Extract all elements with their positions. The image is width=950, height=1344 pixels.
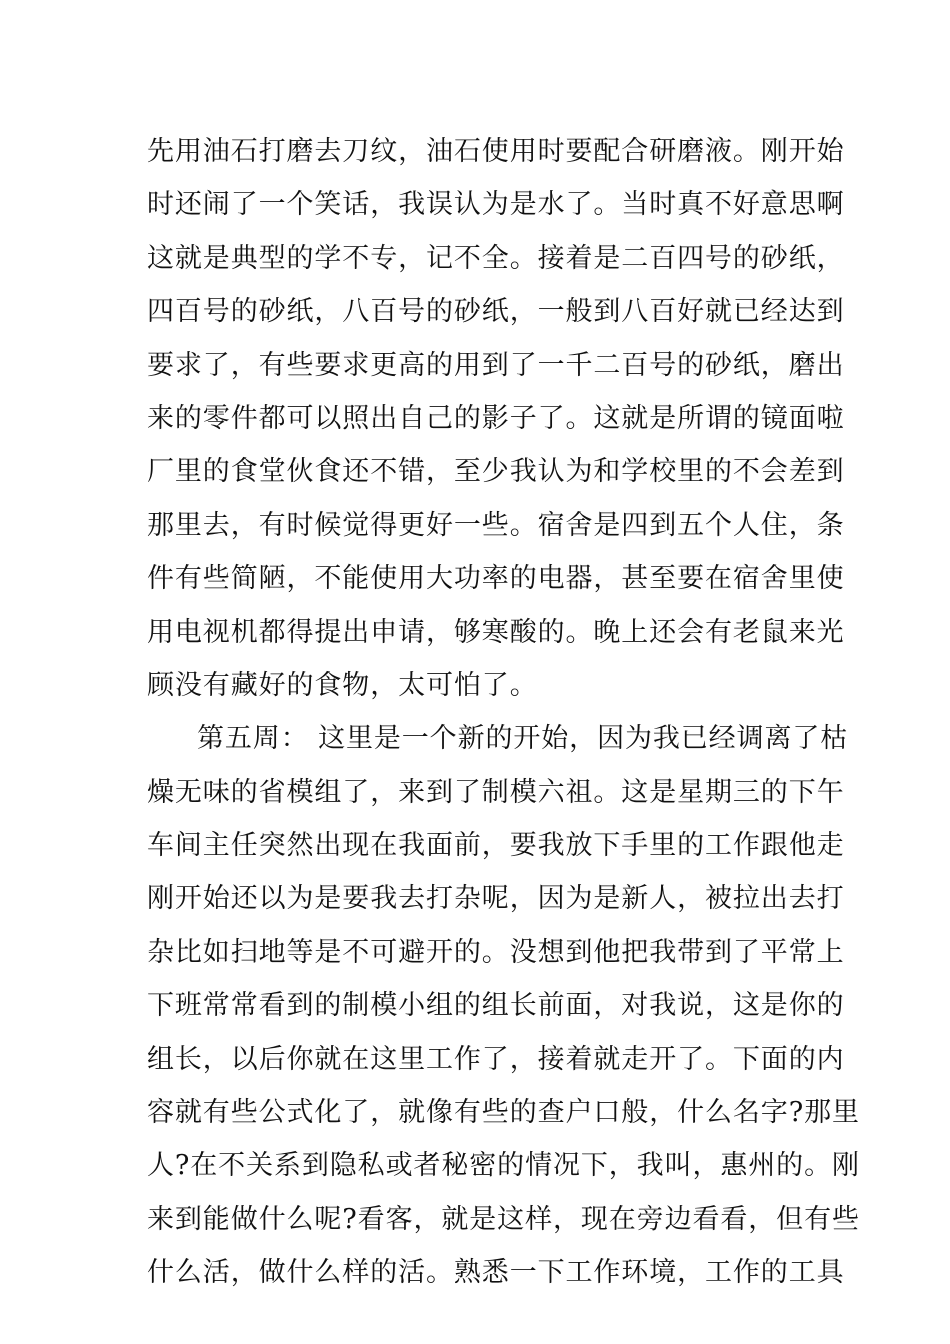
text-line: 时还闹了一个笑话，我误认为是水了。当时真不好意思啊 [147, 189, 845, 221]
text-line: 先用油石打磨去刀纹，油石使用时要配合研磨液。刚开始 [147, 136, 845, 167]
text-line: 来到能做什么呢?看客，就是这样，现在旁边看看，但有些 [147, 1203, 860, 1235]
text-line: 杂比如扫地等是不可避开的。没想到他把我带到了平常上 [147, 936, 845, 968]
text-line: 厂里的食堂伙食还不错，至少我认为和学校里的不会差到 [147, 456, 845, 488]
text-line: 用电视机都得提出申请，够寒酸的。晚上还会有老鼠来光 [147, 616, 845, 648]
text-line: 要求了，有些要求更高的用到了一千二百号的砂纸，磨出 [147, 349, 845, 381]
text-line: 什么活，做什么样的活。熟悉一下工作环境，工作的工具 [147, 1257, 845, 1289]
text-line: 燥无味的省模组了，来到了制模六祖。这是星期三的下午 [147, 776, 845, 808]
text-line: 四百号的砂纸，八百号的砂纸，一般到八百好就已经达到 [147, 296, 845, 328]
text-line: 下班常常看到的制模小组的组长前面，对我说，这是你的 [147, 990, 845, 1022]
text-line: 容就有些公式化了，就像有些的查户口般，什么名字?那里 [147, 1097, 860, 1129]
paragraph-start-line: 第五周： 这里是一个新的开始，因为我已经调离了枯 [197, 723, 849, 755]
text-line: 来的零件都可以照出自己的影子了。这就是所谓的镜面啦 [147, 402, 845, 434]
body-text [147, 125, 860, 1300]
text-line: 顾没有藏好的食物，太可怕了。 [147, 669, 538, 701]
text-line: 组长，以后你就在这里工作了，接着就走开了。下面的内 [147, 1043, 845, 1075]
text-line: 刚开始还以为是要我去打杂呢，因为是新人，被拉出去打 [147, 883, 845, 915]
text-line: 那里去，有时候觉得更好一些。宿舍是四到五个人住，条 [147, 509, 845, 541]
text-line: 车间主任突然出现在我面前，要我放下手里的工作跟他走 [147, 830, 845, 862]
text-line: 人?在不关系到隐私或者秘密的情况下，我叫，惠州的。刚 [147, 1150, 860, 1182]
text-line: 件有些简陋，不能使用大功率的电器，甚至要在宿舍里使 [147, 563, 845, 595]
text-line: 这就是典型的学不专，记不全。接着是二百四号的砂纸， [147, 242, 845, 274]
